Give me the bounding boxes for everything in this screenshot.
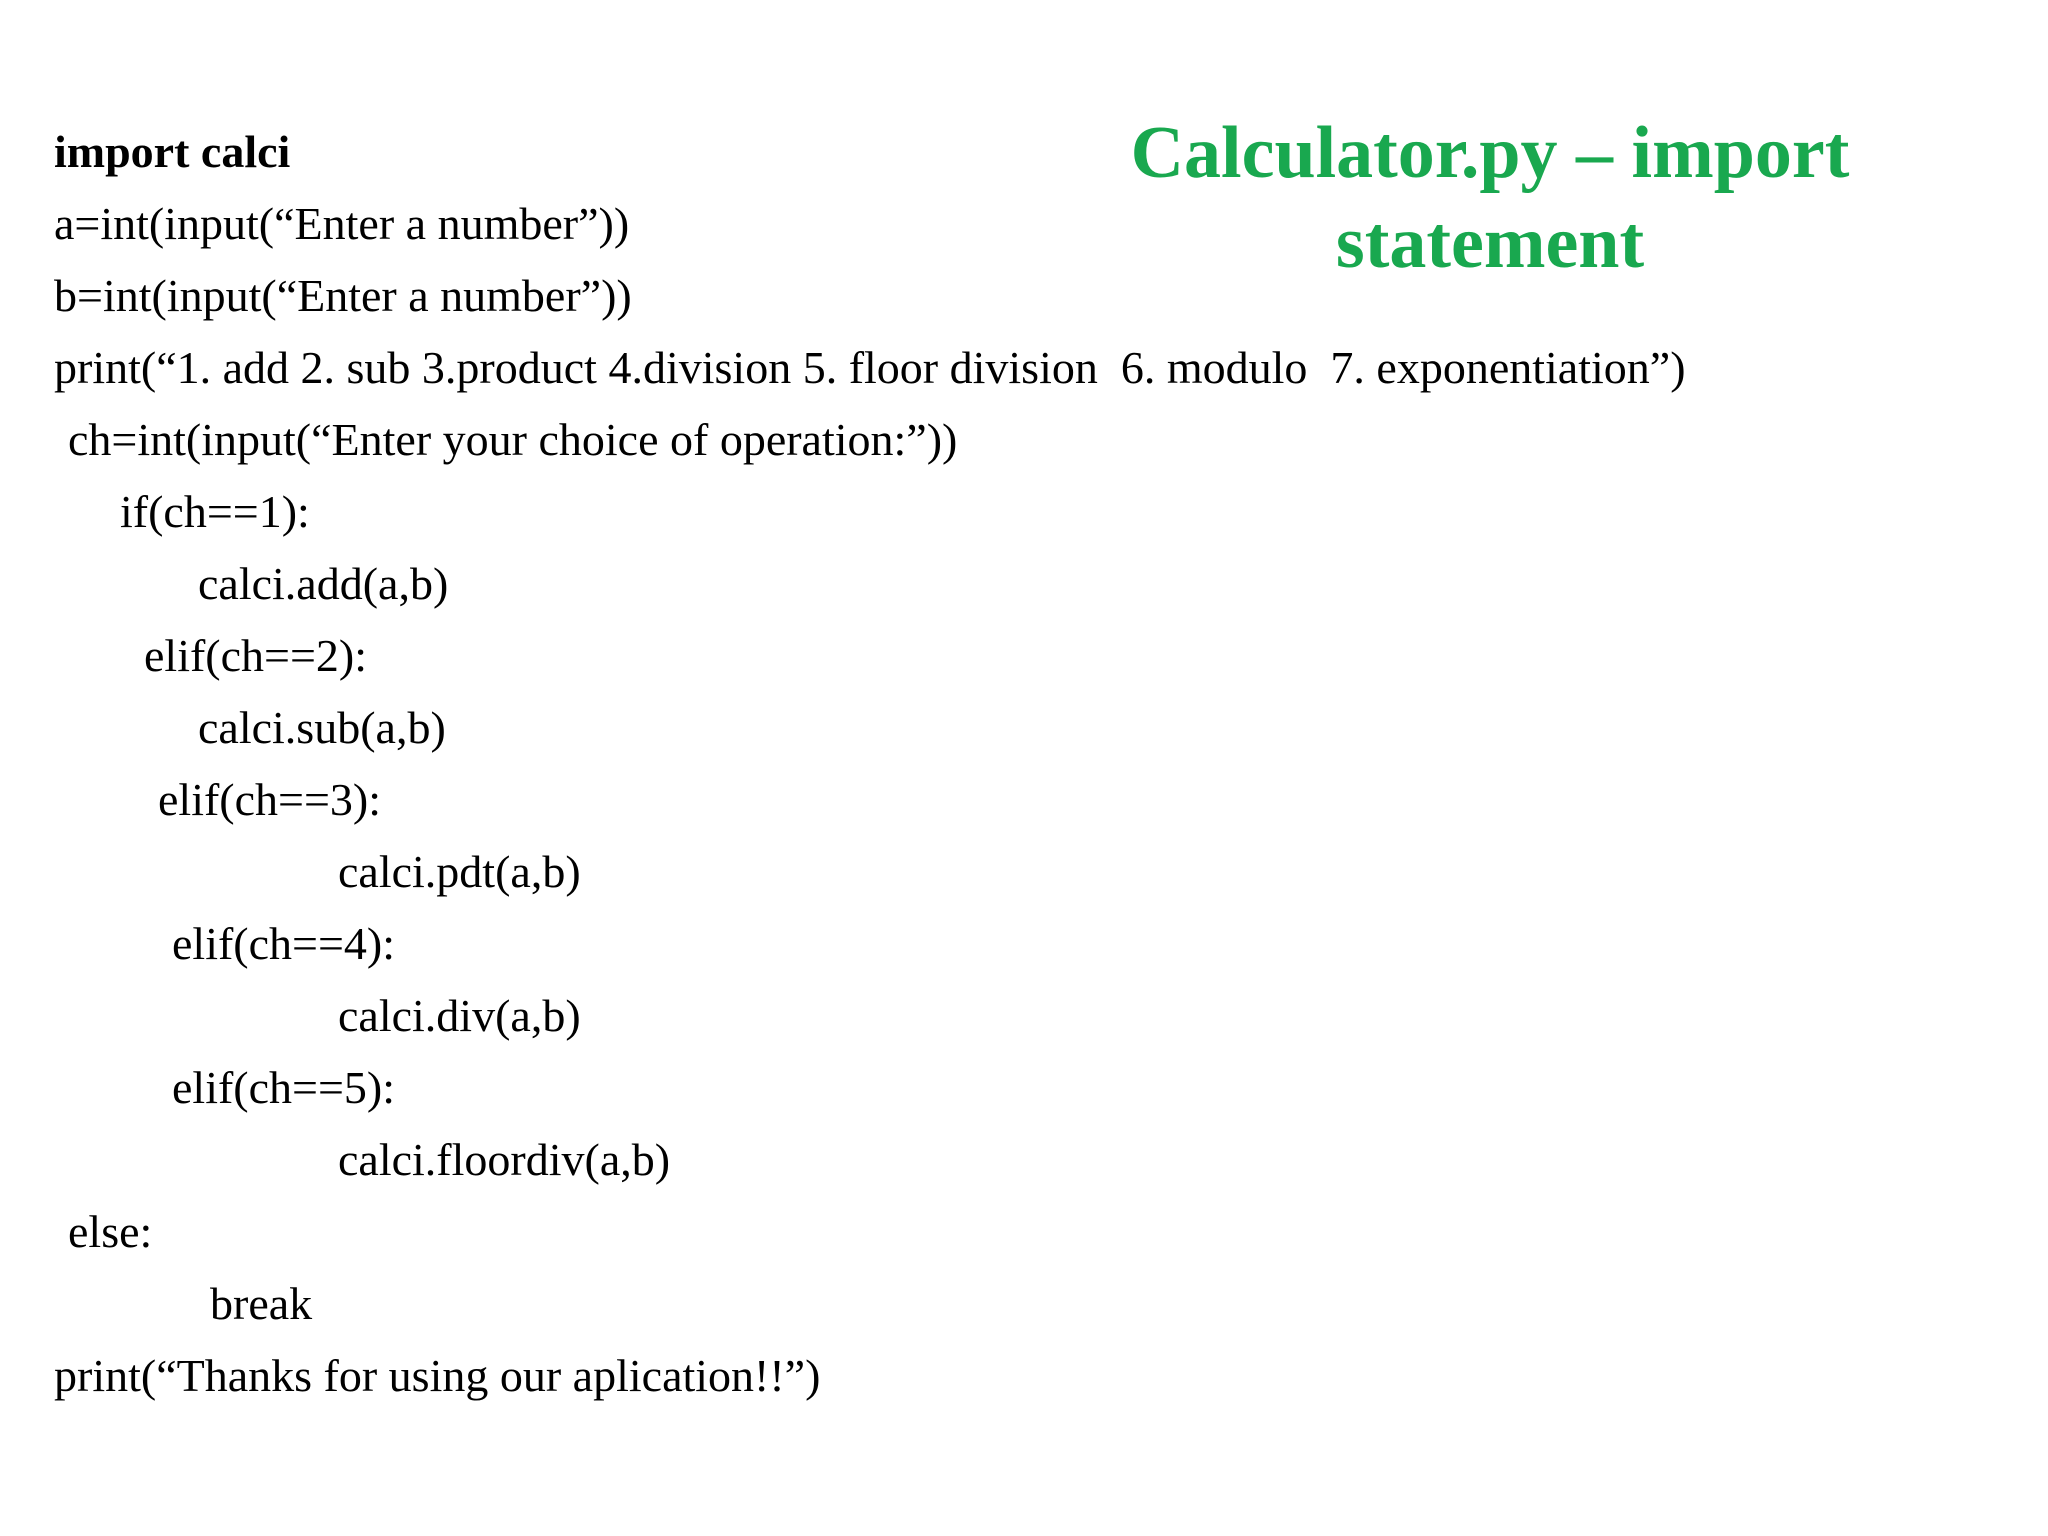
code-line-else: else: — [68, 1206, 153, 1257]
code-line-elif-5: elif(ch==5): — [172, 1062, 396, 1113]
code-line-call-floordiv: calci.floordiv(a,b) — [338, 1134, 671, 1185]
code-line-import: import calci — [54, 126, 291, 177]
code-line-call-sub: calci.sub(a,b) — [198, 702, 446, 753]
slide-title-line-2: statement — [1335, 202, 1645, 284]
code-line-print-thanks: print(“Thanks for using our aplication!!”) — [54, 1350, 821, 1401]
code-line-input-b: b=int(input(“Enter a number”)) — [54, 270, 632, 321]
code-line-input-choice: ch=int(input(“Enter your choice of operation:”)) — [68, 414, 958, 465]
code-line-print-menu: print(“1. add 2. sub 3.product 4.division 5. floor division 6. modulo 7. exponentiation”) — [54, 342, 1686, 393]
code-line-elif-3: elif(ch==3): — [158, 774, 382, 825]
code-line-break: break — [210, 1278, 313, 1329]
slide-title — [1040, 108, 1940, 288]
code-line-if-1: if(ch==1): — [120, 486, 310, 537]
code-line-elif-2: elif(ch==2): — [144, 630, 368, 681]
code-line-call-div: calci.div(a,b) — [338, 990, 581, 1041]
code-line-elif-4: elif(ch==4): — [172, 918, 396, 969]
slide-title-line-1: Calculator.py – import — [1130, 112, 1850, 194]
code-line-call-pdt: calci.pdt(a,b) — [338, 846, 581, 897]
code-line-input-a: a=int(input(“Enter a number”)) — [54, 198, 630, 249]
code-line-call-add: calci.add(a,b) — [198, 558, 449, 609]
